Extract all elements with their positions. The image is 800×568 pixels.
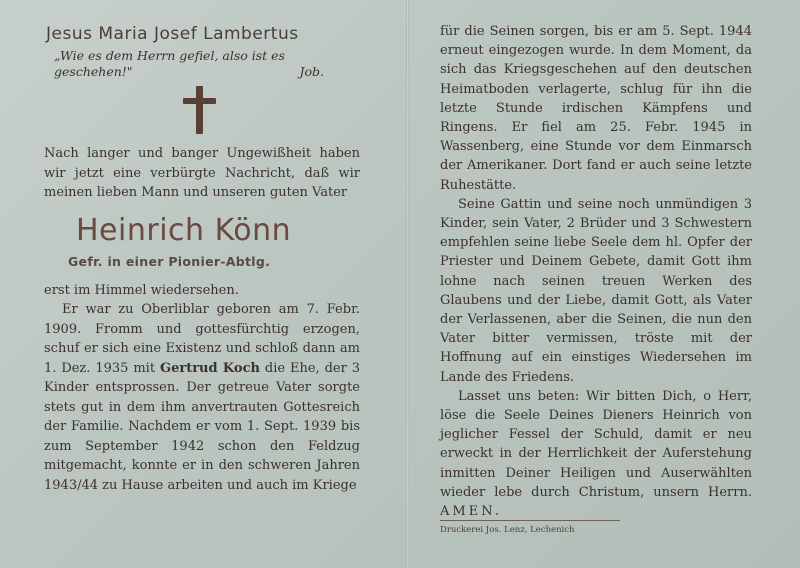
amen-text: AMEN.: [440, 504, 502, 520]
quote-text: „Wie es dem Herrn gefiel, also ist es geschehen!": [54, 48, 285, 79]
cross-icon: [179, 86, 219, 136]
prayer-body: Lasset uns beten: Wir bitten Dich, o Herr, löse die Seele Deines Dieners Heinrich von jeglicher Fessel der Schuld, damit er neu erweckt in der Herrlichkeit der Auferstehung inmitten Deiner Heiligen und Auserwählten wieder lebe durch Christum, unsern Herrn.: [440, 388, 752, 500]
card-fold: [406, 0, 409, 568]
military-rank: Gefr. in einer Pionier-Abtlg.: [68, 253, 271, 269]
bible-quote: [54, 48, 344, 80]
left-panel: [44, 24, 360, 495]
biography-part-2: die Ehe, der 3 Kinder entsprossen. Der getreue Vater sorgte stets gut in dem ihm anvertrauten Gottesreich der Familie. Nachdem er vom 1. Sept. 1939 bis zum September 1942 schon den Feldzug mitgemacht, konnte er in den schweren Jahren 1943/44 zu Hause arbeiten und auch im Kriege: [44, 360, 360, 493]
family-commendation: Seine Gattin und seine noch unmündigen 3 Kinder, sein Vater, 2 Brüder und 3 Schwestern empfehlen seine liebe Seele dem hl. Opfer der Priester und Deinem Gebete, damit Gott ihm lohne nach seinen treuen Werken des Glaubens und der Liebe, damit Gott, als Vater der Verlassenen, aber die Seinen, die nun den Vater bitter vermissen, tröste mit der Hoffnung auf ein einstiges Wiedersehen im Lande des Friedens.: [440, 196, 752, 385]
deceased-name: Heinrich Könn: [76, 212, 292, 248]
biography-text: [44, 300, 360, 495]
biography-part-1: Er war zu Oberliblar geboren am 7. Febr. 1909. Fromm und gottesfürchtig erzogen, schuf er sich eine Existenz und schloß dann am 1. Dez. 1935 mit: [44, 302, 360, 376]
intro-text: Nach langer und banger Ungewißheit haben wir jetzt eine verbürgte Nachricht, daß wir meinen lieben Mann und unseren guten Vater: [44, 146, 360, 200]
death-account: für die Seinen sorgen, bis er am 5. Sept. 1944 erneut eingezogen wurde. In dem Moment, da sich das Kriegsgeschehen auf den deutschen Heimatboden verlagerte, schlug für ihn die letzte Stunde irdischen Kämpfens und Ringens. Er fiel am 25. Febr. 1945 in Wassenberg, eine Stunde vor dem Einmarsch der Amerikaner. Dort fand er auch seine letzte Ruhestätte.: [440, 24, 752, 193]
prayer-text: [440, 387, 752, 521]
holy-names-header: Jesus Maria Josef Lambertus: [46, 24, 299, 44]
reunion-line: erst im Himmel wiedersehen.: [44, 282, 239, 298]
spouse-name: Gertrud Koch: [159, 360, 260, 376]
right-panel: [440, 22, 752, 521]
printer-imprint: Druckerei Jos. Lenz, Lechenich: [440, 520, 620, 535]
quote-source: Job.: [299, 64, 324, 79]
